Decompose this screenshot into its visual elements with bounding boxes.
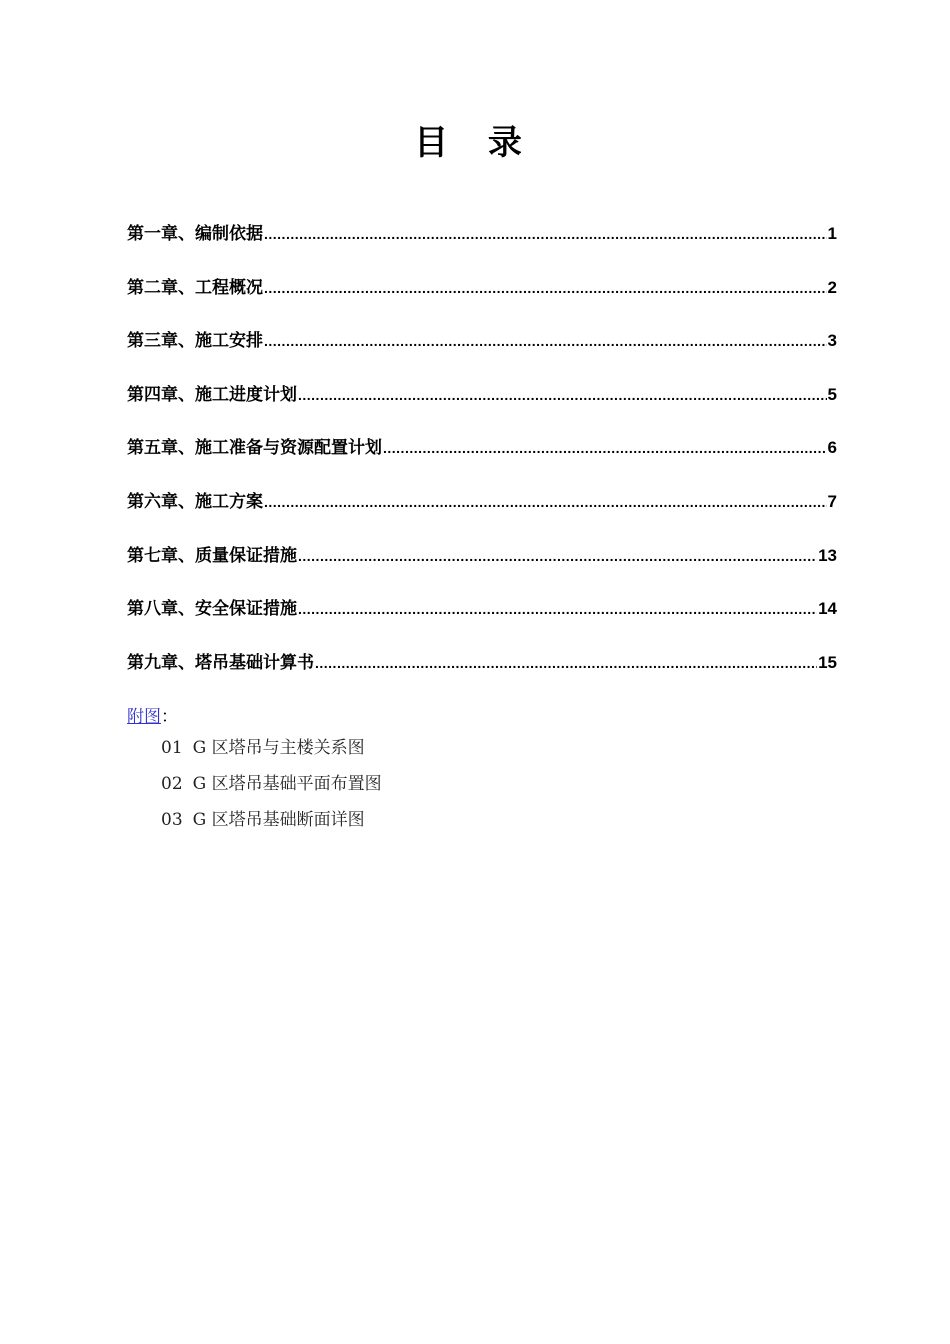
appendix-heading [127, 704, 382, 730]
toc-entry-3[interactable] [127, 327, 837, 381]
toc-entry-label: 第一章、编制依据 [127, 224, 263, 244]
toc-entry-2[interactable] [127, 274, 837, 328]
toc-leader-dots [264, 220, 827, 248]
toc-entry-page: 13 [818, 545, 837, 565]
appendix-item-1 [161, 730, 382, 766]
toc-entry-page: 1 [827, 224, 837, 243]
appendix-item-3 [161, 802, 382, 838]
toc-leader-dots [383, 434, 827, 462]
toc-leader-dots [298, 595, 817, 623]
appendix-item-number: 03 [161, 810, 183, 830]
toc-entry-label: 第九章、塔吊基础计算书 [127, 652, 314, 673]
toc-entry-1[interactable] [127, 220, 837, 274]
toc-entry-8[interactable] [127, 595, 837, 649]
toc-leader-dots [298, 542, 817, 570]
appendix-colon: ： [161, 707, 178, 727]
appendix-item-number: 02 [161, 774, 183, 794]
appendix-item-text: G 区塔吊基础断面详图 [192, 810, 365, 830]
toc-entry-6[interactable] [127, 488, 837, 542]
toc-leader-dots [298, 381, 827, 409]
toc-leader-dots [315, 649, 817, 677]
appendix-link[interactable]: 附图 [127, 707, 161, 727]
toc-leader-dots [264, 488, 827, 516]
table-of-contents [127, 220, 837, 702]
toc-entry-page: 3 [827, 331, 837, 351]
toc-entry-9[interactable] [127, 649, 837, 703]
toc-entry-page: 15 [818, 652, 837, 672]
toc-entry-label: 第五章、施工准备与资源配置计划 [127, 438, 382, 459]
toc-leader-dots [264, 274, 827, 302]
toc-leader-dots [264, 327, 827, 355]
toc-entry-label: 第四章、施工进度计划 [127, 384, 297, 405]
appendix-item-2 [161, 766, 382, 802]
toc-entry-label: 第六章、施工方案 [127, 491, 263, 512]
appendix-section [127, 704, 382, 838]
toc-entry-label: 第二章、工程概况 [127, 277, 263, 298]
appendix-item-text: G 区塔吊基础平面布置图 [192, 774, 382, 794]
toc-entry-page: 14 [818, 599, 837, 619]
toc-entry-page: 2 [827, 277, 837, 297]
appendix-item-number: 01 [161, 738, 183, 758]
toc-entry-label: 第八章、安全保证措施 [127, 599, 297, 620]
toc-entry-label: 第三章、施工安排 [127, 331, 263, 352]
toc-entry-label: 第七章、质量保证措施 [127, 545, 297, 566]
appendix-item-text: G 区塔吊与主楼关系图 [192, 738, 365, 758]
toc-entry-page: 5 [827, 384, 837, 404]
toc-entry-page: 7 [827, 491, 837, 511]
toc-entry-5[interactable] [127, 434, 837, 488]
page-title: 目 录 [414, 123, 536, 163]
toc-entry-page: 6 [827, 438, 837, 458]
toc-entry-7[interactable] [127, 542, 837, 596]
toc-entry-4[interactable] [127, 381, 837, 435]
